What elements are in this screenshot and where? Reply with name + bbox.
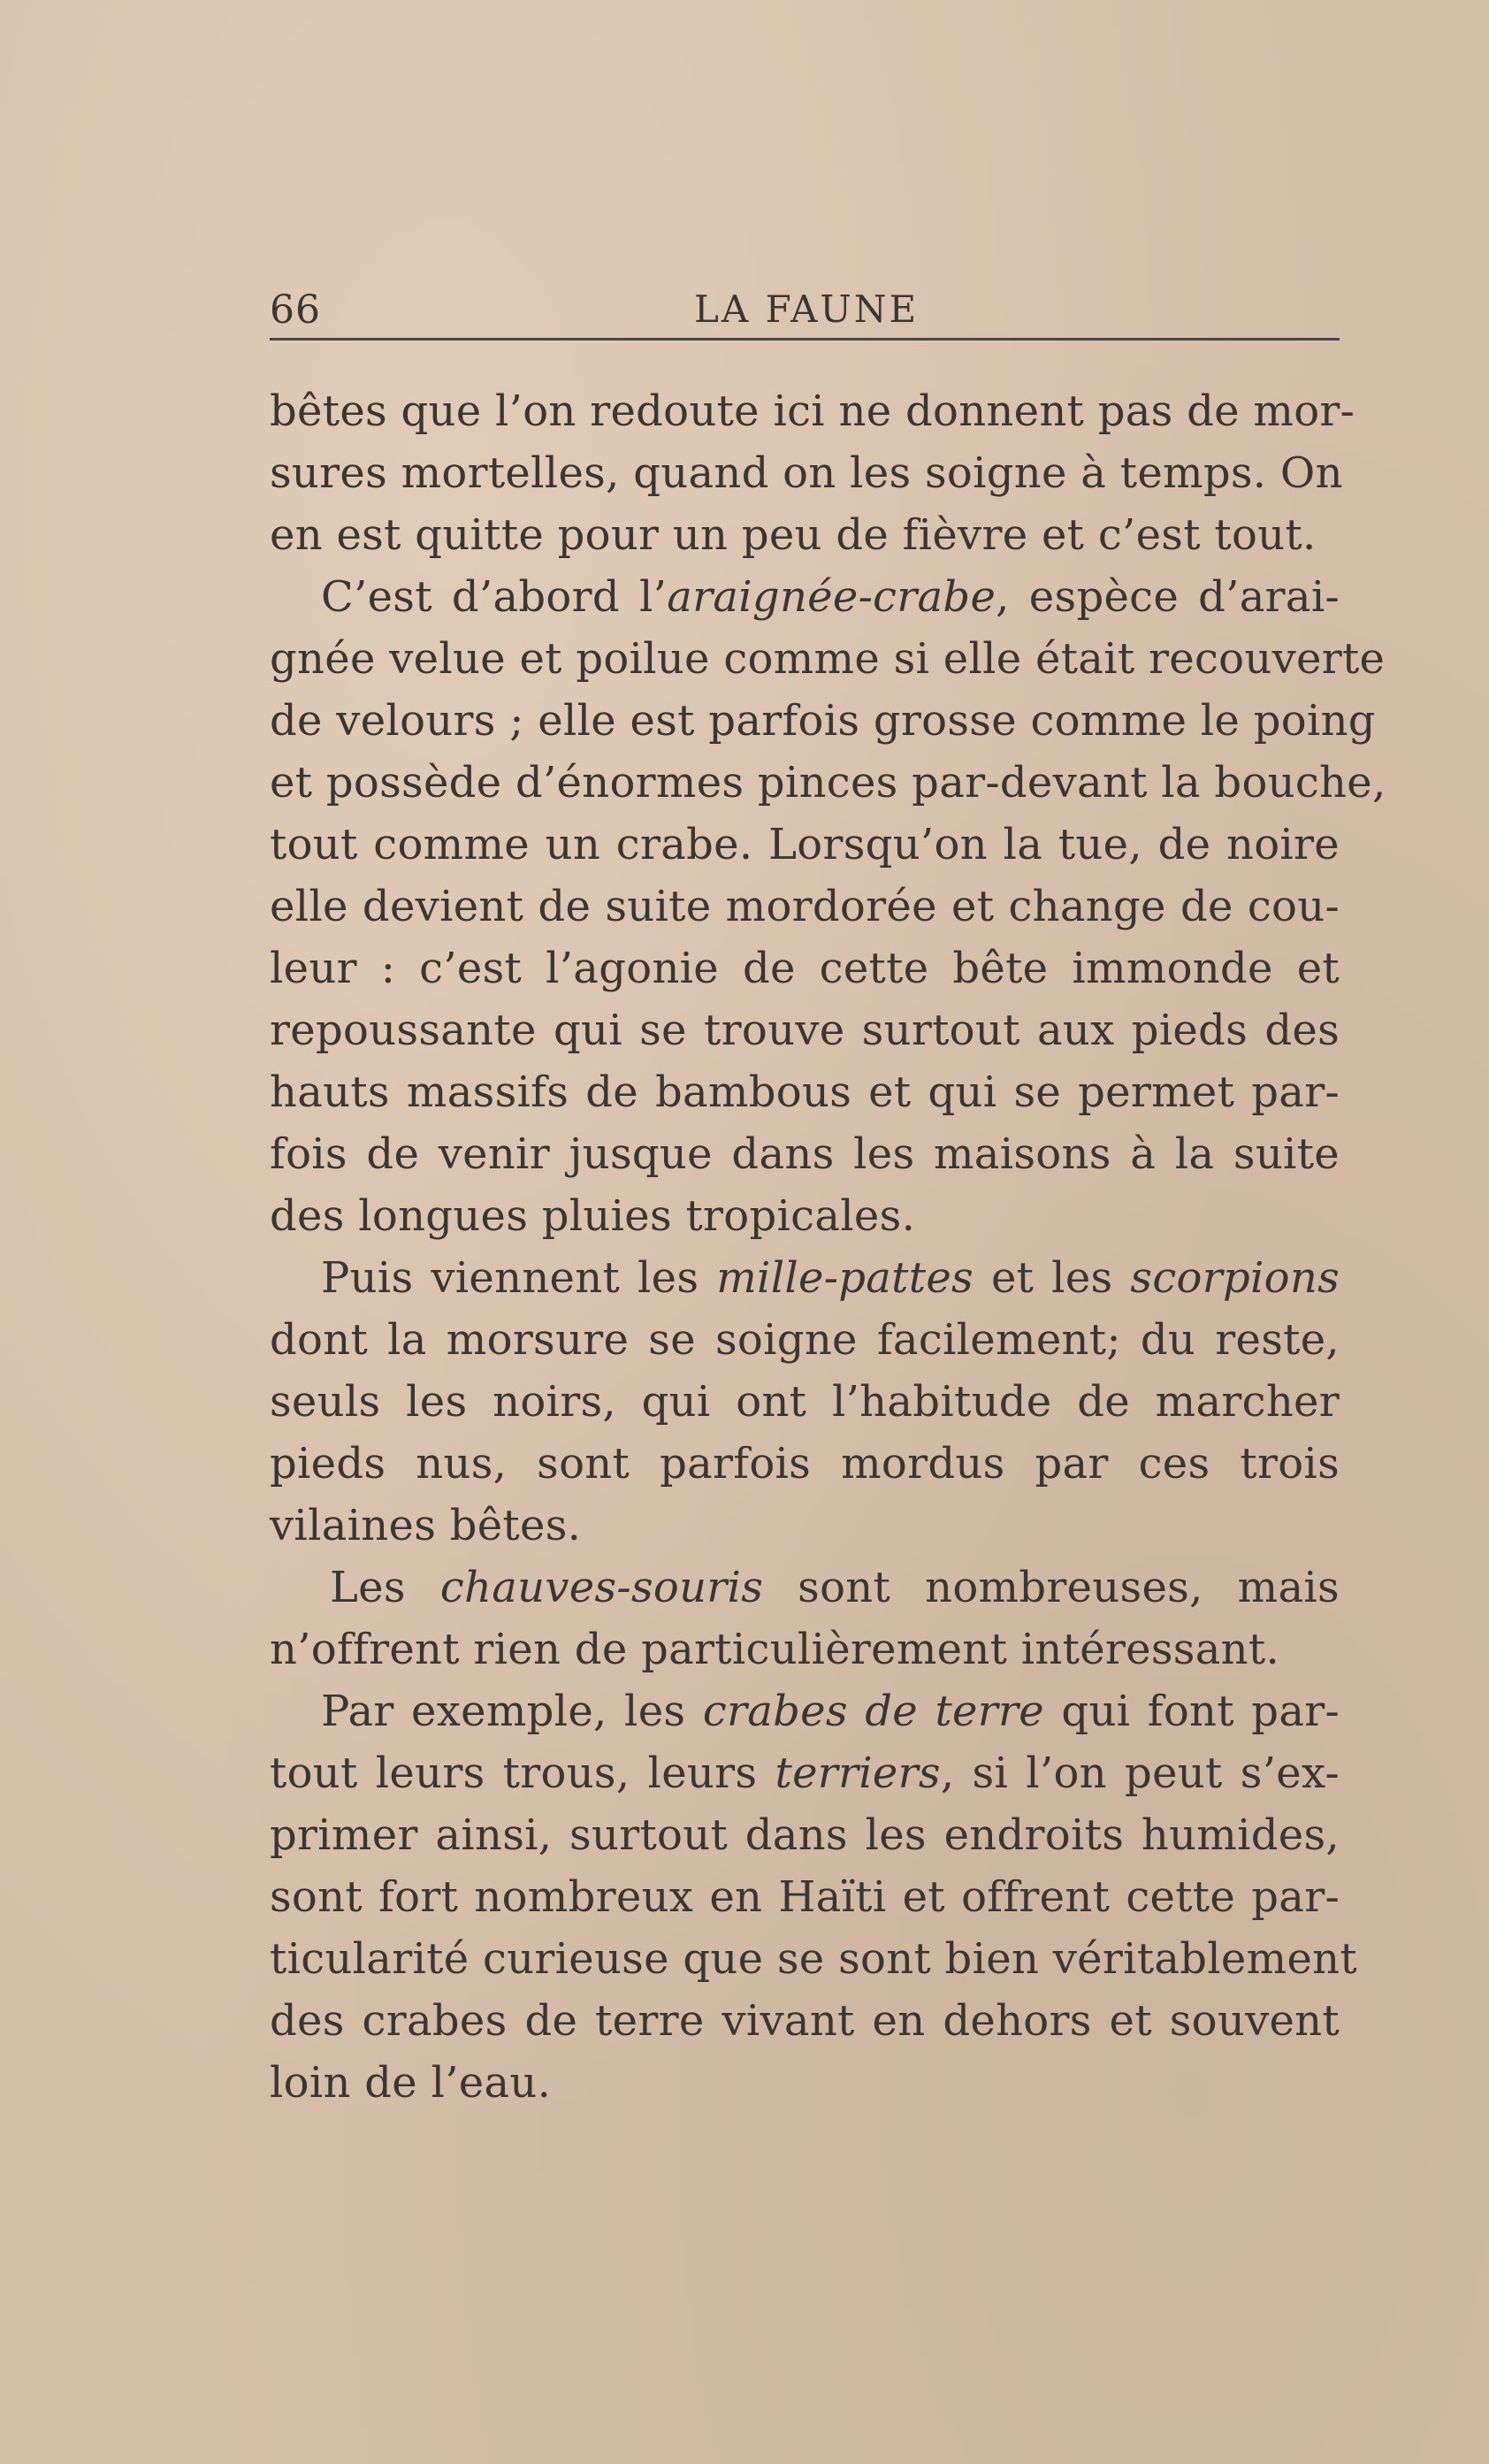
text-span: sont nombreuses, mais — [763, 1563, 1340, 1612]
text-span: Les — [330, 1563, 440, 1612]
text-line: des crabes de terre vivant en dehors et souvent — [270, 1996, 1340, 2046]
text-line: elle devient de suite mordorée et change de cou- — [270, 882, 1340, 931]
text-line: et possède d’énormes pinces par-devant la bouche, — [270, 758, 1386, 807]
italic-term: araignée-crabe — [667, 572, 996, 622]
text-line: n’offrent rien de particulièrement intéressant. — [270, 1625, 1280, 1674]
italic-term: mille-pattes — [716, 1253, 974, 1303]
text-line: en est quitte pour un peu de fièvre et c’est tout. — [270, 510, 1317, 560]
text-line: ticularité curieuse que se sont bien véritablement — [270, 1934, 1357, 1984]
text-line: vilaines bêtes. — [270, 1501, 582, 1550]
text-line: hauts massifs de bambous et qui se permet par- — [270, 1067, 1340, 1117]
text-line: repoussante qui se trouve surtout aux pieds des — [270, 1006, 1340, 1055]
text-span: , espèce d’arai- — [996, 572, 1340, 622]
italic-term: chauves-souris — [439, 1563, 764, 1612]
text-span: et les — [974, 1253, 1131, 1303]
text-span: , si l’on peut s’ex- — [940, 1749, 1340, 1798]
body-text — [270, 380, 1386, 2114]
text-line: sont fort nombreux en Haïti et offrent cette par- — [270, 1872, 1340, 1922]
text-line: leur : c’est l’agonie de cette bête immonde et — [270, 944, 1340, 993]
text-line: dont la morsure se soigne facilement; du reste, — [270, 1315, 1340, 1365]
text-span: tout leurs trous, leurs — [270, 1749, 775, 1798]
header-rule — [270, 338, 1340, 341]
paragraph-start-line — [270, 566, 1340, 628]
italic-term: scorpions — [1130, 1253, 1340, 1303]
paragraph-start-line — [270, 1247, 1340, 1309]
text-span: Puis viennent les — [321, 1253, 717, 1303]
text-line: bêtes que l’on redoute ici ne donnent pas de mor- — [270, 386, 1355, 436]
text-line: gnée velue et poilue comme si elle était recouverte — [270, 634, 1386, 684]
text-line: fois de venir jusque dans les maisons à la suite — [270, 1129, 1340, 1179]
text-line: seuls les noirs, qui ont l’habitude de marcher — [270, 1377, 1340, 1427]
text-span: Par exemple, les — [321, 1687, 703, 1736]
text-line: tout comme un crabe. Lorsqu’on la tue, de noire — [270, 820, 1340, 869]
text-span: C’est d’abord l’ — [321, 572, 668, 622]
running-head — [270, 287, 1340, 341]
text-line: de velours ; elle est parfois grosse comme le poing — [270, 696, 1376, 746]
text-line: loin de l’eau. — [270, 2058, 552, 2108]
text-span: qui font par- — [1043, 1687, 1340, 1736]
text-line: sures mortelles, quand on les soigne à temps. On — [270, 448, 1343, 498]
italic-term: crabes de terre — [702, 1687, 1044, 1736]
text-line — [270, 1742, 1340, 1804]
text-line: pieds nus, sont parfois mordus par ces trois — [270, 1439, 1340, 1488]
paragraph-start-line — [270, 1557, 1340, 1618]
paragraph-start-line — [270, 1680, 1340, 1742]
italic-term: terriers — [775, 1749, 941, 1798]
text-line: des longues pluies tropicales. — [270, 1191, 916, 1241]
text-line: primer ainsi, surtout dans les endroits humides, — [270, 1810, 1340, 1860]
running-title: LA FAUNE — [694, 287, 920, 331]
page-number: 66 — [270, 287, 321, 333]
